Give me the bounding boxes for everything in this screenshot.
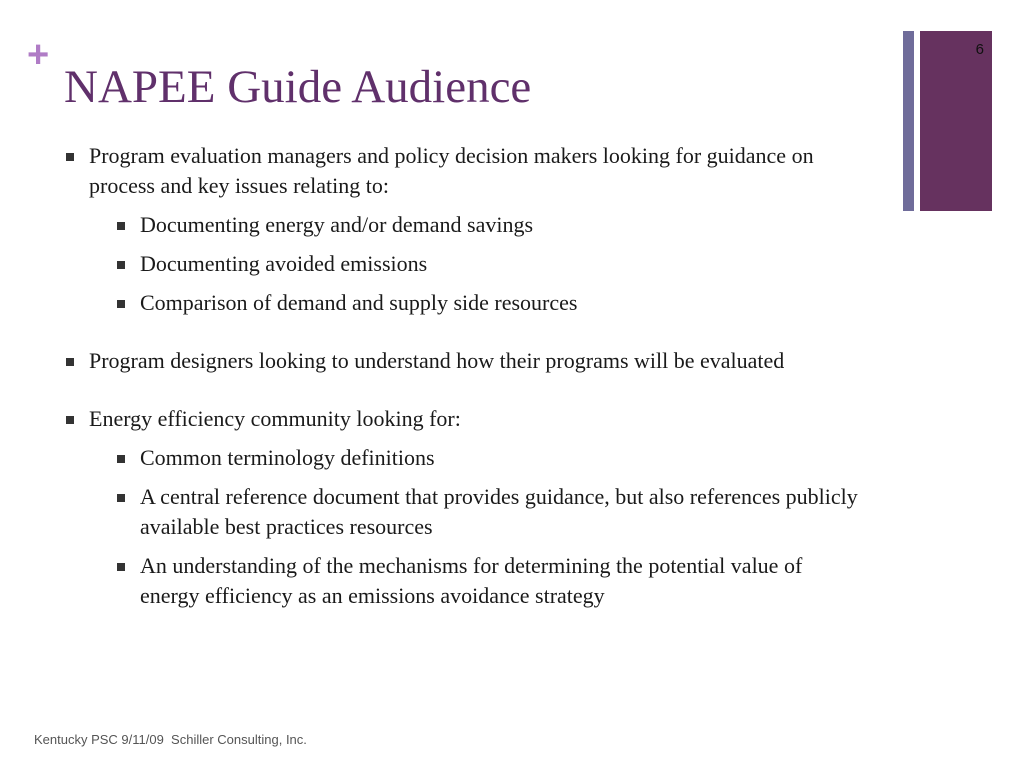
decorative-bar: [903, 31, 914, 211]
sub-bullet-list: [113, 443, 862, 611]
sub-bullet-item: An understanding of the mechanisms for determining the potential value of energy efficiency as an emissions avoidance strategy: [113, 551, 862, 611]
bullet-list: [62, 141, 862, 611]
plus-icon: +: [27, 34, 50, 76]
sub-bullet-item: Common terminology definitions: [113, 443, 862, 473]
sub-bullet-list: [113, 210, 862, 318]
bullet-item: Program evaluation managers and policy decision makers looking for guidance on process and key issues relating to:: [62, 141, 862, 201]
sub-bullet-item: A central reference document that provides guidance, but also references publicly available best practices resources: [113, 482, 862, 542]
slide-footer: Kentucky PSC 9/11/09 Schiller Consulting, Inc.: [34, 732, 307, 747]
slide-title: NAPEE Guide Audience: [64, 61, 532, 113]
sub-bullet-item: Documenting energy and/or demand savings: [113, 210, 862, 240]
bullet-item: Program designers looking to understand how their programs will be evaluated: [62, 346, 862, 376]
sub-bullet-item: Documenting avoided emissions: [113, 249, 862, 279]
bullet-item: Energy efficiency community looking for:: [62, 404, 862, 434]
slide-number: 6: [975, 41, 984, 58]
sub-bullet-item: Comparison of demand and supply side resources: [113, 288, 862, 318]
decorative-block: [920, 31, 992, 211]
